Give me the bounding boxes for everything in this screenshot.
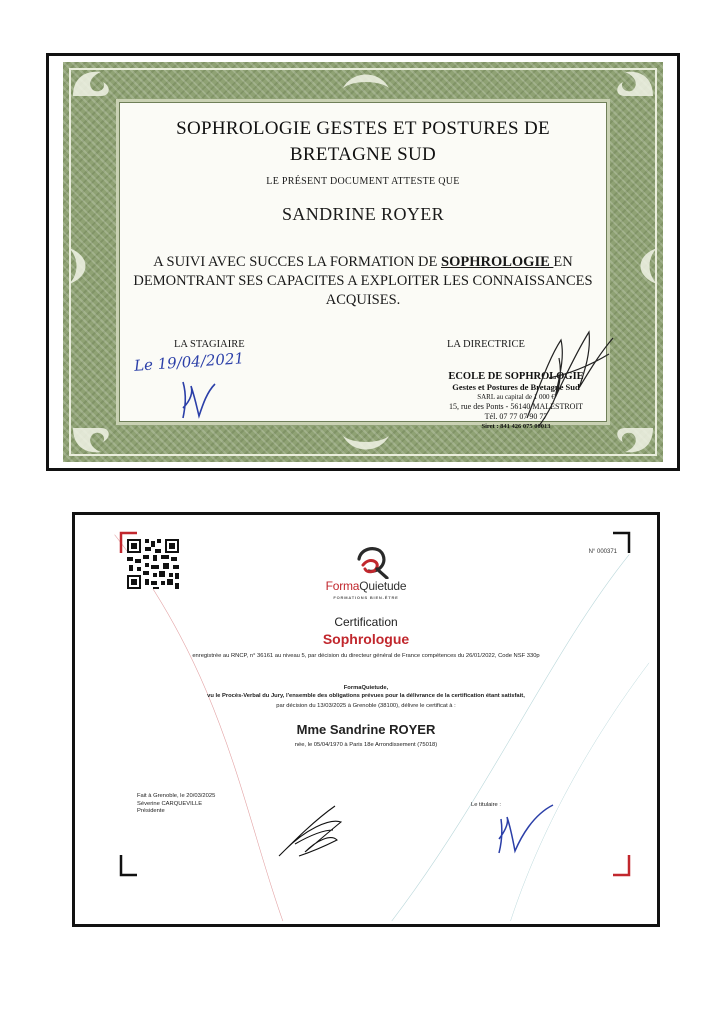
director-signature [519,318,619,428]
rncp-registration: enregistrée au RNCP, n° 36161 au niveau 5, par décision du directeur général de France compétences du 26/01/2022, Code NSF 330p [192,653,540,659]
brand-name [75,579,657,593]
jury-statement: vu le Procès-Verbal du Jury, l'ensemble des obligations prévues pour la délivrance de la certification étant satisfait, [207,693,525,699]
side-ornament-icon [631,246,661,286]
recipient-name: SANDRINE ROYER [281,204,445,224]
certificate-sophrologie-bretagne [46,53,680,471]
recipient-name: Mme Sandrine ROYER [296,722,436,737]
signer-role: Présidente [137,808,165,814]
title-line-1: SOPHROLOGIE GESTES ET POSTURES DE [176,118,550,139]
birth-details: née, le 05/04/1970 à Paris 18e Arrondissement (75018) [294,742,438,748]
bottom-ornament-icon [339,432,393,458]
stamp-line-3: SARL au capital de 1 000 € [477,393,555,401]
certificate-body-text [129,253,597,310]
signed-place-date: Fait à Grenoble, le 20/03/2025 [137,793,216,799]
stamp-line-4: 15, rue des Ponts - 56140 MALESTROIT [449,402,583,411]
stamp-line-6: Siret : 841 426 075 00013 [481,423,551,430]
handwritten-date: Le 19/04/2021 [133,349,245,375]
brand-part-1: Forma [325,579,360,593]
trainee-signature [177,378,217,420]
top-ornament-icon [339,66,393,92]
issuing-organisation: FormaQuietude, [343,685,389,691]
president-signature [275,800,345,860]
certification-heading: Certification [334,615,398,629]
formaquietude-logo-icon [353,545,393,579]
certificate-number: N° 000371 [588,549,617,555]
corner-ornament-icon [71,426,125,456]
attest-statement: LE PRÉSENT DOCUMENT ATTESTE QUE [266,176,460,187]
stamp-line-1: ECOLE DE SOPHROLOGIE [448,371,584,382]
director-label: LA DIRECTRICE [447,339,525,350]
signer-name: Séverine CARQUEVILLE [137,800,203,807]
trainee-label: LA STAGIAIRE [174,339,245,350]
corner-ornament-icon [601,426,655,456]
brand-part-2: Quietude [359,579,407,593]
stamp-line-5: Tél. 07 77 07 90 77 [484,412,548,421]
certification-subject: Sophrologue [322,631,410,647]
body-prefix: A SUIVI AVEC SUCCES LA FORMATION DE [153,254,441,270]
corner-ornament-icon [71,68,125,98]
side-ornament-icon [65,246,95,286]
corner-mark-icon [119,855,137,877]
certificate-formaquietude [72,512,660,927]
corner-mark-icon [613,855,631,877]
corner-ornament-icon [601,68,655,98]
title-line-2: BRETAGNE SUD [289,144,437,165]
brand-tagline: FORMATIONS BIEN-ÊTRE [333,595,399,600]
body-suffix: EN DEMONTRANT SES CAPACITES A EXPLOITER LES CONNAISSANCES ACQUISES. [133,254,593,308]
holder-label: Le titulaire : [471,802,501,808]
holder-signature [493,799,559,855]
signature-block [137,793,215,816]
decision-statement: par décision du 13/03/2025 à Grenoble (38100), délivre le certificat à : [276,703,456,709]
certificate-title [49,116,677,168]
stamp-line-2: Gestes et Postures de Bretagne Sud [452,382,580,392]
body-emphasis: SOPHROLOGIE [441,254,554,270]
